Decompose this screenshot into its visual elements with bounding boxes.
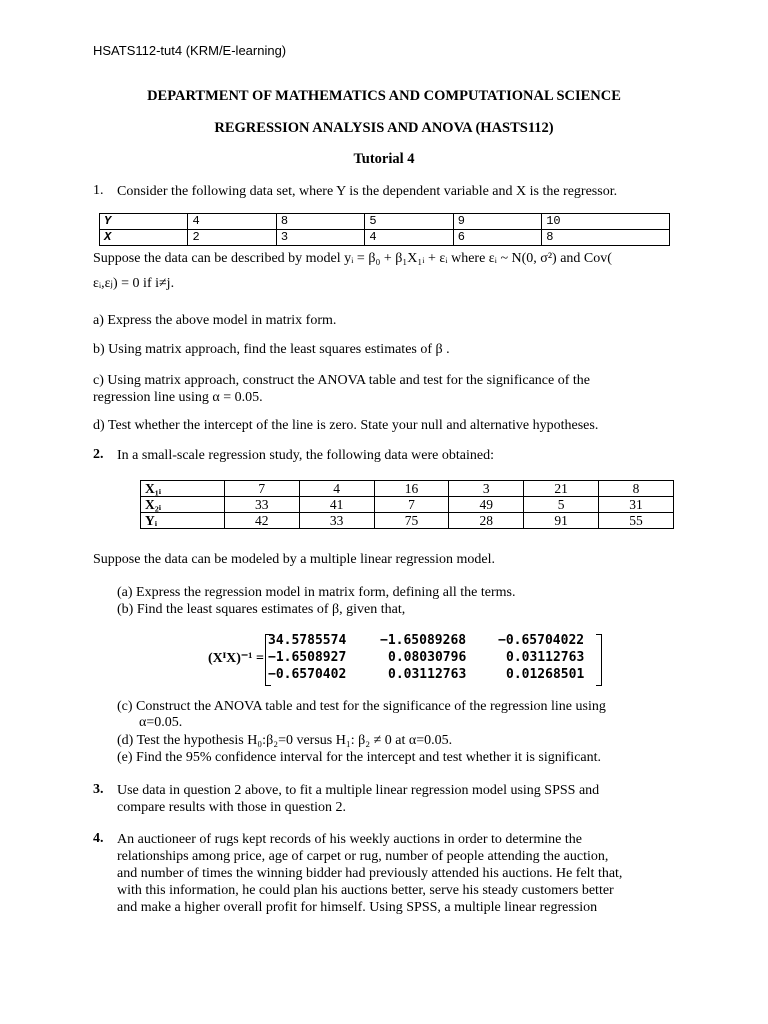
q2-cell: 8 [599, 481, 674, 497]
q2-cell: 4 [299, 481, 374, 497]
q1-cell: 8 [542, 230, 670, 246]
q4-number: 4. [93, 831, 104, 846]
q1-model-text: Suppose the data can be described by model yᵢ = β₀ + β₁X₁ᵢ + εᵢ where εᵢ ~ N(0, σ²) and Cov( [93, 251, 612, 266]
q1-cell: 9 [453, 214, 541, 230]
q1-data-table [99, 213, 670, 246]
q4-line: and number of times the winning bidder had previously attended his auctions. He felt that, [117, 866, 623, 881]
q2-cell: 55 [599, 513, 674, 529]
matrix-cell: −1.6508927 [268, 650, 347, 665]
q2-part-a: (a) Express the regression model in matrix form, defining all the terms. [117, 585, 516, 600]
q2-cell: 31 [599, 497, 674, 513]
q2-number: 2. [93, 447, 104, 462]
matrix-row [268, 649, 598, 666]
q2-cell: 42 [224, 513, 299, 529]
q1-model-text-2: εᵢ,εⱼ) = 0 if i≠j. [93, 276, 175, 291]
q1-cell: 3 [276, 230, 364, 246]
q1-cell: 2 [188, 230, 276, 246]
q1-part-b: b) Using matrix approach, find the least squares estimates of β . [93, 342, 450, 357]
q1-part-a: a) Express the above model in matrix form. [93, 313, 337, 328]
matrix-label: (XᴵX)⁻¹ = [208, 651, 264, 666]
q2-part-c-line1: (c) Construct the ANOVA table and test for the significance of the regression line using [117, 699, 606, 714]
q2-cell: X₁ᵢ [141, 481, 225, 497]
document-header: HSATS112-tut4 (KRM/E-learning) [93, 43, 287, 58]
q1-cell: X [100, 230, 188, 246]
q2-cell: 28 [449, 513, 524, 529]
q2-cell: Yᵢ [141, 513, 225, 529]
course-title: REGRESSION ANALYSIS AND ANOVA (HASTS112) [214, 120, 554, 136]
q2-part-c-line2: α=0.05. [139, 715, 183, 730]
q4-line: and make a higher overall profit for himself. Using SPSS, a multiple linear regression [117, 900, 598, 915]
q3-number: 3. [93, 782, 104, 797]
q1-cell: 10 [542, 214, 670, 230]
q2-cell: 3 [449, 481, 524, 497]
matrix-cell: 34.5785574 [268, 633, 347, 648]
q1-part-c-line2: regression line using α = 0.05. [93, 390, 263, 405]
q2-cell: 91 [524, 513, 599, 529]
q2-cell: 16 [374, 481, 449, 497]
inverse-matrix [268, 632, 598, 683]
q2-part-e: (e) Find the 95% confidence interval for the intercept and test whether it is significant. [117, 750, 602, 765]
q3-line2: compare results with those in question 2. [117, 800, 347, 815]
matrix-row [268, 632, 598, 649]
matrix-cell: −1.65089268 [380, 633, 467, 648]
q1-cell: 5 [365, 214, 453, 230]
q2-cell: 5 [524, 497, 599, 513]
q2-cell: 7 [374, 497, 449, 513]
q1-intro: Consider the following data set, where Y is the dependent variable and X is the regressor. [117, 184, 618, 199]
department-title: DEPARTMENT OF MATHEMATICS AND COMPUTATIONAL SCIENCE [147, 88, 621, 104]
q2-cell: 33 [299, 513, 374, 529]
q1-cell: 4 [365, 230, 453, 246]
q2-table-row-y [141, 513, 674, 529]
tutorial-title: Tutorial 4 [353, 151, 415, 167]
q2-table-row-x2 [141, 497, 674, 513]
q2-cell: 33 [224, 497, 299, 513]
q1-part-d: d) Test whether the intercept of the line is zero. State your null and alternative hypotheses. [93, 418, 599, 433]
q2-cell: 41 [299, 497, 374, 513]
q2-intro: In a small-scale regression study, the following data were obtained: [117, 448, 494, 463]
q2-part-d: (d) Test the hypothesis H₀:β₂=0 versus H₁: β₂ ≠ 0 at α=0.05. [117, 733, 453, 748]
q2-cell: X₂ᵢ [141, 497, 225, 513]
q1-part-c-line1: c) Using matrix approach, construct the ANOVA table and test for the significance of the [93, 373, 590, 388]
matrix-cell: −0.65704022 [498, 633, 585, 648]
q2-part-b: (b) Find the least squares estimates of β, given that, [117, 602, 406, 617]
matrix-cell: 0.03112763 [506, 650, 585, 665]
q1-table-row-y [100, 214, 670, 230]
q1-cell: 4 [188, 214, 276, 230]
q2-cell: 21 [524, 481, 599, 497]
q2-data-table [140, 480, 674, 529]
matrix-row [268, 666, 598, 683]
q2-table-row-x1 [141, 481, 674, 497]
matrix-cell: −0.6570402 [268, 667, 347, 682]
q1-cell: 6 [453, 230, 541, 246]
matrix-cell: 0.01268501 [506, 667, 585, 682]
q1-cell: 8 [276, 214, 364, 230]
q2-cell: 49 [449, 497, 524, 513]
q1-table-row-x [100, 230, 670, 246]
q1-number: 1. [93, 183, 104, 198]
q2-cell: 75 [374, 513, 449, 529]
q2-cell: 7 [224, 481, 299, 497]
q2-suppose: Suppose the data can be modeled by a multiple linear regression model. [93, 552, 495, 567]
q3-line1: Use data in question 2 above, to fit a multiple linear regression model using SPSS and [117, 783, 600, 798]
matrix-cell: 0.08030796 [388, 650, 467, 665]
q4-line: with this information, he could plan his auctions better, serve his steady customers better [117, 883, 614, 898]
q1-cell: Y [100, 214, 188, 230]
q4-line: relationships among price, age of carpet or rug, number of people attending the auction, [117, 849, 609, 864]
matrix-cell: 0.03112763 [388, 667, 467, 682]
q4-line: An auctioneer of rugs kept records of his weekly auctions in order to determine the [117, 832, 582, 847]
